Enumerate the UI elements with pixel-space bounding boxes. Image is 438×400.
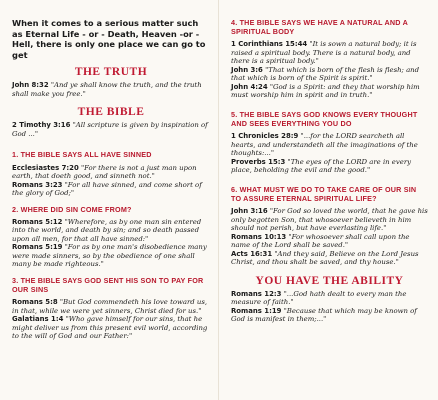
verse-text: "...for the LORD searcheth all hearts, and understandeth all the imaginations of the thoughts:..." [231,132,418,158]
verse-ref: Romans 5:12 [12,217,63,226]
verse-text: "Wherefore, as by one man sin entered into the world, and death by sin; and so death passed upon all men, for that all have sinned:" [12,217,202,243]
verse-ref: Romans 10:13 [231,232,287,241]
verse [231,83,428,100]
verse-ref: Romans 5:19 [12,243,63,252]
section-3-title: 3. THE BIBLE SAYS GOD SENT HIS SON TO PAY FOR OUR SINS [12,275,204,294]
verse [231,207,428,233]
right-column [219,0,438,400]
verse [231,307,428,324]
verse-ref: John 3:16 [231,207,268,216]
verse-text: "It is sown a natural body; it is raised a spiritual body. There is a natural body, and there is a spiritual body." [231,40,417,66]
truth-title: THE TRUTH [74,66,148,79]
verse-text: "For as by one man's disobedience many were made sinners, so by the obedience of one shall many be made righteous." [12,243,207,269]
verse-ref: John 3:6 [231,65,263,74]
section-2-title: 2. WHERE DID SIN COME FROM? [12,204,132,214]
verse [12,181,210,198]
verse [231,250,428,267]
verse-ref: 1 Corinthians 15:44 [231,40,308,49]
verse [231,66,428,83]
verse [231,40,428,66]
verse-text: "And ye shall know the truth, and the truth shall make you free." [12,81,202,98]
verse [12,298,210,315]
verse-ref: Romans 5:8 [12,298,58,307]
verse-text: "That which is born of the flesh is flesh; and that which is born of the Spirit is spirit." [231,65,420,83]
verse [231,158,428,175]
verse-ref: Galatians 1:4 [12,315,64,324]
verse-text: "Who gave himself for our sins, that he might deliver us from this present evil world, according to the will of God and our Father:" [12,315,208,341]
section-5-title: 5. THE BIBLE SAYS GOD KNOWS EVERY THOUGHT AND SEES EVERYTHING YOU DO [231,109,418,129]
verse [12,218,210,244]
verse-ref: 1 Chronicles 28:9 [231,132,299,141]
verse-ref: Romans 1:19 [231,306,282,315]
section-1-title: 1. THE BIBLE SAYS ALL HAVE SINNED [12,150,152,160]
verse-text: "All scripture is given by inspiration of God ..." [12,121,208,138]
verse [12,164,210,181]
verse [231,233,428,250]
verse-ref: Romans 3:23 [12,180,63,189]
verse-ref: John 4:24 [231,82,268,91]
verse-text: "For all have sinned, and come short of the glory of God;" [12,180,202,198]
verse-text: "But God commendeth his love toward us, in that, while we were yet sinners, Christ died for us." [12,298,208,315]
verse-ref: Ecclesiastes 7:20 [12,163,79,172]
verse-text: "For there is not a just man upon earth, that doeth good, and sinneth not." [12,163,197,181]
verse [231,290,428,307]
verse-ref: John 8:32 [12,81,49,90]
verse-ref: Romans 12:3 [231,289,282,298]
verse [12,315,210,341]
intro-text: When it comes to a serious matter such as Eternal Life - or - Death, Heaven -or - Hell, there is only one place we can go to get [12,18,206,60]
verse-text: "And they said, Believe on the Lord Jesus Christ, and thou shalt be saved, and thy house." [231,249,419,267]
verse-ref: Proverbs 15:3 [231,157,286,166]
verse-text: "God is a Spirit: and they that worship him must worship him in spirit and in truth." [231,82,420,100]
section-6-title: 6. WHAT MUST WE DO TO TAKE CARE OF OUR SIN TO ASSURE ETERNAL SPIRITUAL LIFE? [231,184,417,204]
verse-ref: 2 Timothy 3:16 [12,121,71,130]
verse [12,81,210,98]
section-4-title: 4. THE BIBLE SAYS WE HAVE A NATURAL AND A SPIRITUAL BODY [231,18,408,37]
verse-text: "The eyes of the LORD are in every place, beholding the evil and the good." [231,157,412,175]
ability-title: YOU HAVE THE ABILITY [255,274,404,287]
verse-ref: Acts 16:31 [231,249,273,258]
verse [231,132,428,158]
verse-text: "Because that which may be known of God is manifest in them;..." [231,306,417,324]
verse [12,243,210,269]
verse-text: "For whosoever shall call upon the name of the Lord shall be saved." [231,232,410,250]
verse [12,121,210,138]
bible-title: THE BIBLE [77,106,145,119]
verse-text: "...God hath dealt to every man the measure of faith." [231,289,407,307]
verse-text: "For God so loved the world, that he gave his only begotten Son, that whosoever believeth in him should not perish, but have everlasting life." [231,207,428,233]
